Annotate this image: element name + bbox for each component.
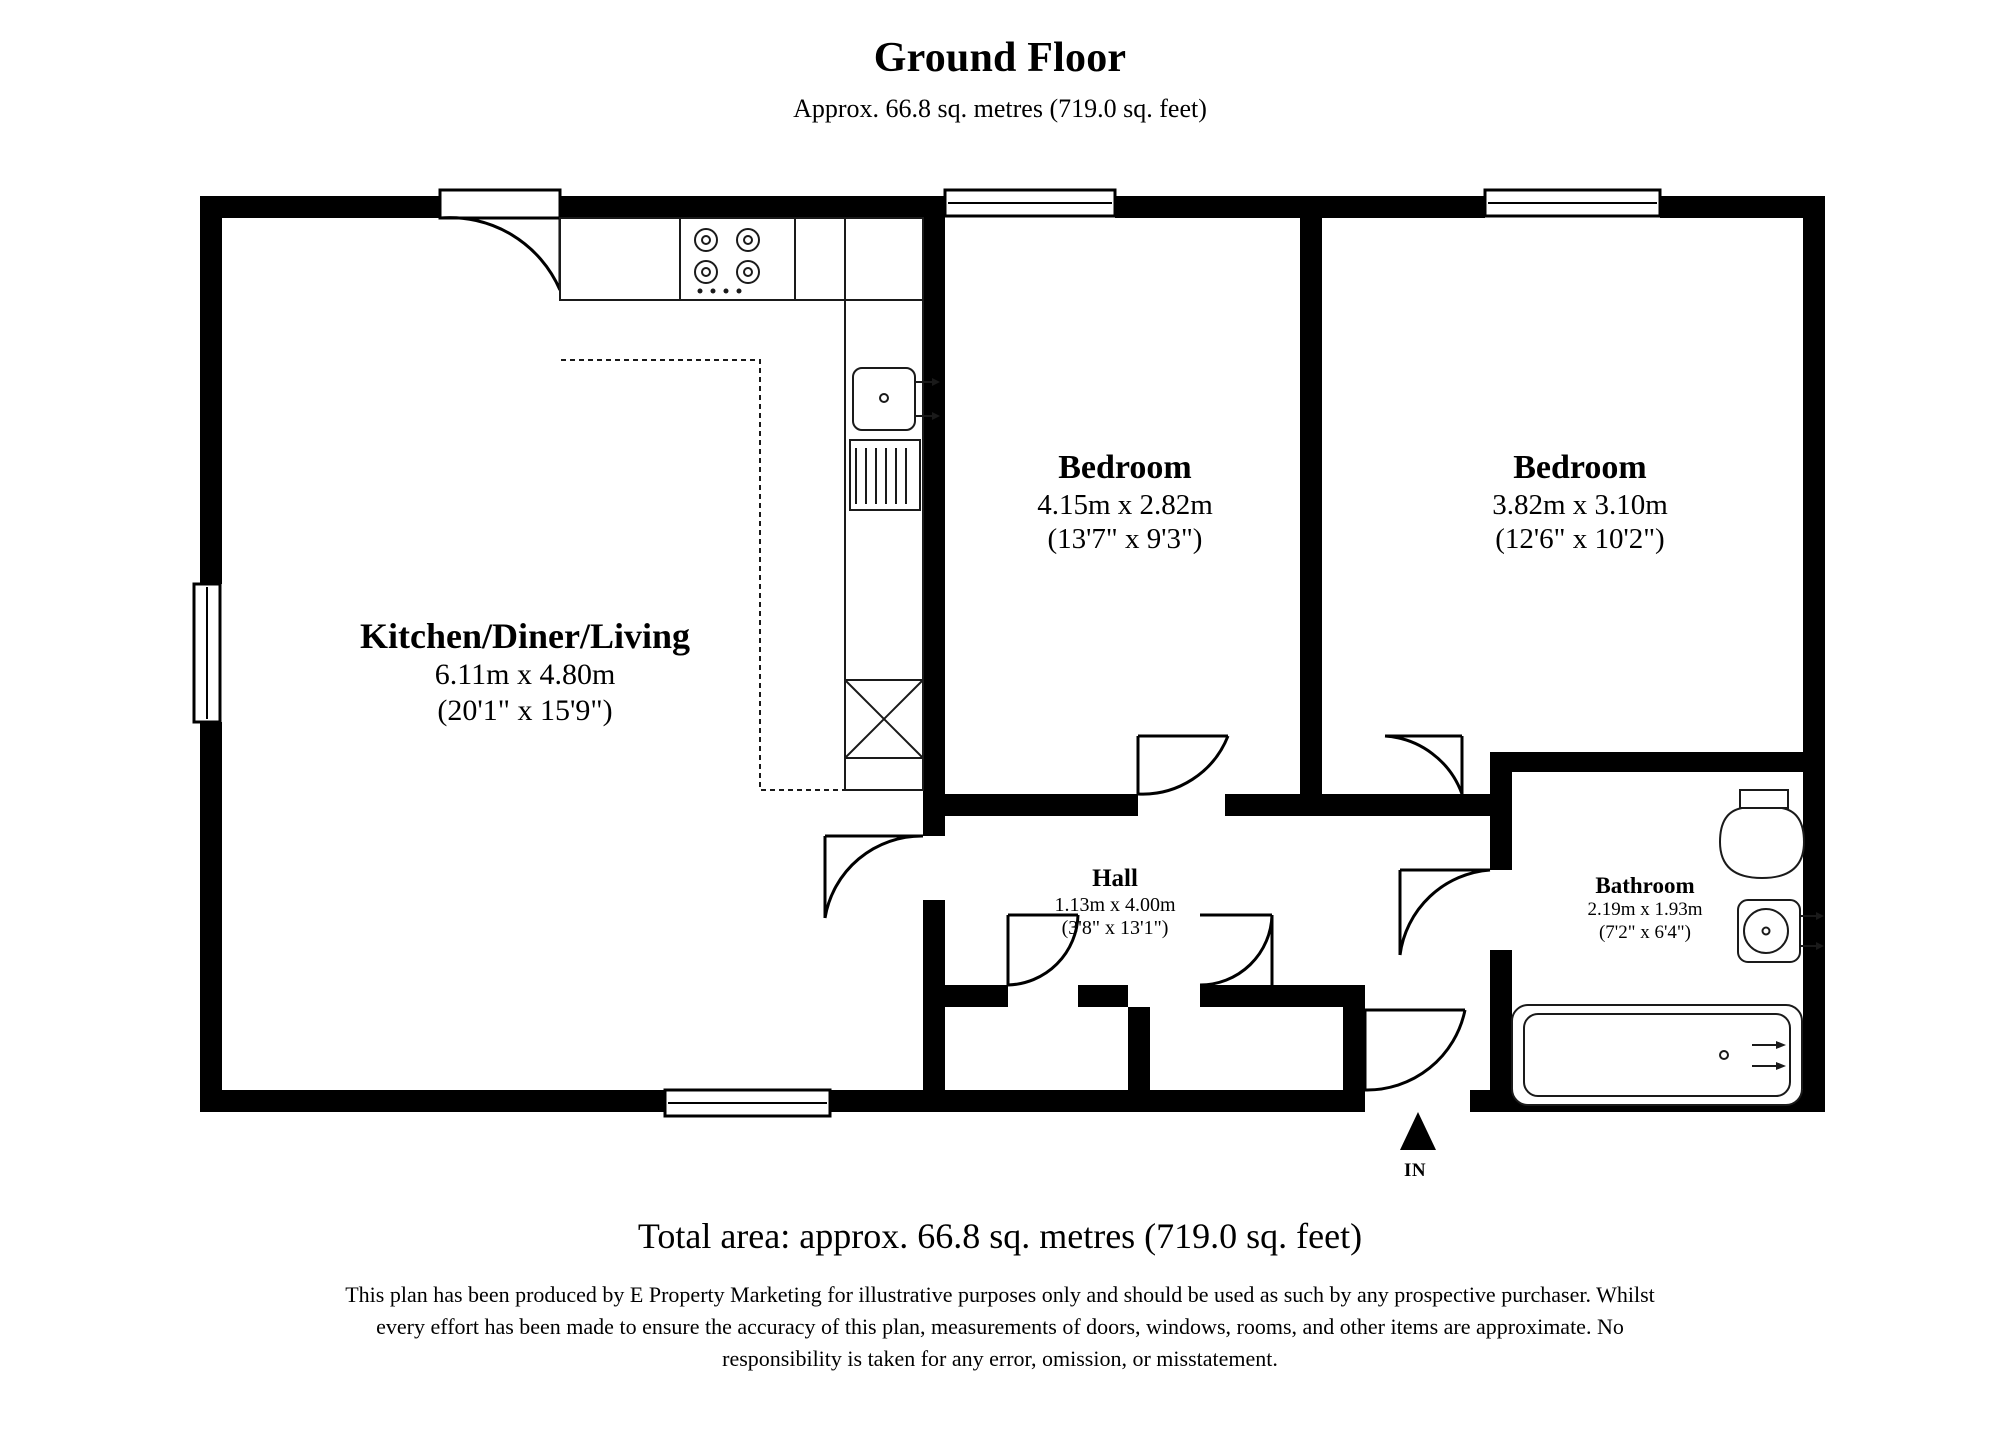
window-icon-top-kitchen-door <box>440 190 560 218</box>
plan-footer <box>0 1215 2000 1375</box>
door-swing-icon-front <box>440 218 560 290</box>
room-dim-imperial-bedroom2: (12'6" x 10'2") <box>1495 523 1665 556</box>
room-name-kitchen: Kitchen/Diner/Living <box>359 616 690 656</box>
window-icon-bedroom1 <box>945 190 1115 216</box>
bathtub-icon <box>1512 1005 1802 1105</box>
room-name-bedroom2: Bedroom <box>1513 449 1647 486</box>
room-dim-metric-bedroom1: 4.15m x 2.82m <box>1037 489 1213 522</box>
entrance-label: IN <box>1404 1160 1427 1181</box>
room-name-bedroom1: Bedroom <box>1058 449 1192 486</box>
hob-icon <box>680 218 795 300</box>
room-dim-metric-bathroom: 2.19m x 1.93m <box>1587 899 1703 921</box>
floor-area-subtitle: Approx. 66.8 sq. metres (719.0 sq. feet) <box>793 94 1207 123</box>
appliance-icon-kitchen <box>845 680 923 758</box>
entrance-arrow-icon <box>1400 1112 1436 1150</box>
page-title: Ground Floor <box>873 35 1127 81</box>
internal-walls <box>923 196 1825 1112</box>
room-name-hall: Hall <box>1092 865 1138 892</box>
window-icon-bedroom2 <box>1485 190 1660 216</box>
room-dim-imperial-bedroom1: (13'7" x 9'3") <box>1047 523 1203 556</box>
room-name-bathroom: Bathroom <box>1595 873 1695 898</box>
room-dim-metric-hall: 1.13m x 4.00m <box>1054 893 1176 916</box>
room-label-bedroom2 <box>1390 448 1770 557</box>
disclaimer-text: This plan has been produced by E Property Marketing for illustrative purposes only and should be used as such by any prospective purchaser. Whilst every effort has been made to ensure the accuracy of this plan, measurements of doors, windows, rooms, and other items are approximate. No responsibility is taken for any error, omission, or misstatement. <box>345 1282 1655 1371</box>
room-label-kitchen <box>200 615 850 728</box>
room-dim-imperial-kitchen: (20'1" x 15'9") <box>437 693 613 727</box>
door-swing-icon-bathroom <box>1400 870 1490 955</box>
door-swing-icon-bedroom2 <box>1385 736 1462 794</box>
room-dim-metric-kitchen: 6.11m x 4.80m <box>434 658 616 692</box>
room-label-bathroom <box>1525 872 1765 944</box>
room-dim-imperial-bathroom: (7'2" x 6'4") <box>1598 921 1691 943</box>
window-icon-bottom-kitchen <box>665 1090 830 1116</box>
room-dim-imperial-hall: (3'8" x 13'1") <box>1061 917 1169 940</box>
door-swing-icon-bedroom1 <box>1138 736 1228 794</box>
washing-machine-icon <box>850 440 920 510</box>
toilet-icon <box>1720 790 1804 878</box>
door-swing-icon-kitchen-hall <box>825 836 923 918</box>
total-area-text: Total area: approx. 66.8 sq. metres (719.0 sq. feet) <box>637 1216 1363 1256</box>
room-dim-metric-bedroom2: 3.82m x 3.10m <box>1492 489 1668 522</box>
room-label-bedroom1 <box>935 448 1315 557</box>
room-label-hall <box>975 864 1255 941</box>
door-swing-icon-entrance <box>1365 1010 1465 1090</box>
